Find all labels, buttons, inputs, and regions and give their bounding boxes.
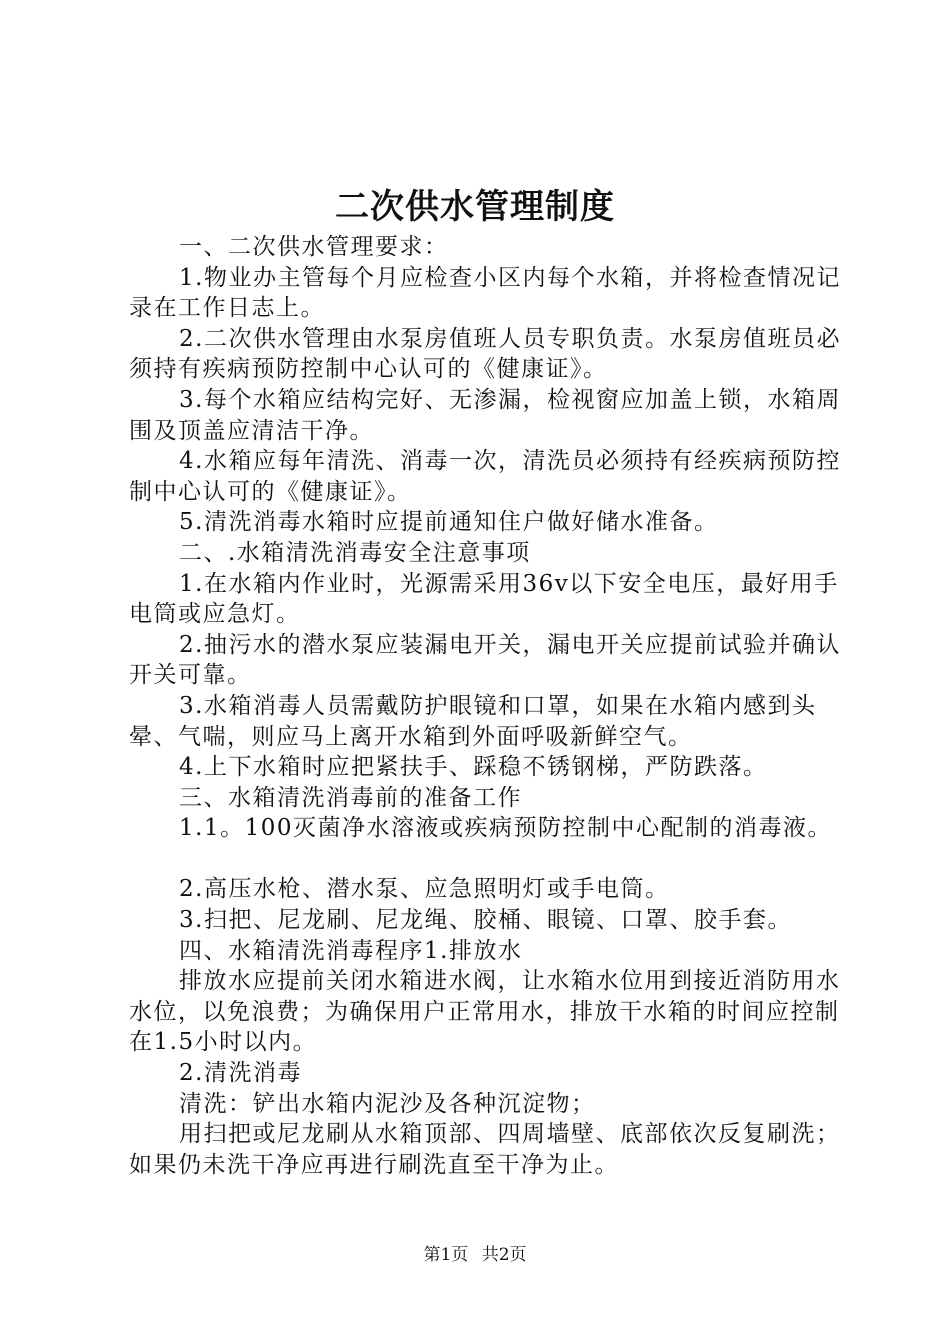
paragraph: 3.扫把、尼龙刷、尼龙绳、胶桶、眼镜、口罩、胶手套。 [179, 907, 792, 934]
page-number: 第1页 [423, 1245, 469, 1265]
page-footer [0, 1244, 950, 1266]
paragraph: 2.高压水枪、潜水泵、应急照明灯或手电筒。 [179, 876, 670, 903]
paragraph: 1.物业办主管每个月应检查小区内每个水箱，并将检查情况记录在工作日志上。 [129, 264, 841, 322]
document-title: 二次供水管理制度 [335, 187, 615, 227]
paragraph: 3.水箱消毒人员需戴防护眼镜和口罩，如果在水箱内感到头晕、气喘，则应马上离开水箱到外面呼吸新鲜空气。 [129, 692, 817, 750]
blank-line [129, 844, 841, 875]
paragraph: 1.1。100灭菌净水溶液或疾病预防控制中心配制的消毒液。 [179, 815, 832, 842]
page-total: 共2页 [481, 1245, 527, 1265]
document-body [129, 232, 841, 1180]
paragraph: 1.在水箱内作业时，光源需采用36v以下安全电压，最好用手电筒或应急灯。 [129, 570, 839, 628]
paragraph: 排放水应提前关闭水箱进水阀，让水箱水位用到接近消防用水水位，以免浪费；为确保用户正常用水，排放干水箱的时间应控制在1.5小时以内。 [129, 968, 841, 1056]
section-heading-1: 一、二次供水管理要求： [179, 234, 449, 260]
paragraph: 2.清洗消毒 [179, 1060, 302, 1087]
paragraph: 4.水箱应每年清洗、消毒一次，清洗员必须持有经疾病预防控制中心认可的《健康证》。 [129, 448, 841, 505]
paragraph: 5.清洗消毒水箱时应提前通知住户做好储水准备。 [179, 509, 719, 536]
section-heading-4: 四、水箱清洗消毒程序1.排放水 [179, 937, 523, 964]
paragraph: 清洗：铲出水箱内泥沙及各种沉淀物； [179, 1090, 596, 1117]
paragraph: 3.每个水箱应结构完好、无渗漏，检视窗应加盖上锁，水箱周围及顶盖应清洁干净。 [129, 386, 841, 444]
paragraph: 用扫把或尼龙刷从水箱顶部、四周墙壁、底部依次反复刷洗；如果仍未洗干净应再进行刷洗直至干净为止。 [129, 1121, 841, 1178]
paragraph: 2.二次供水管理由水泵房值班人员专职负责。水泵房值班员必须持有疾病预防控制中心认可的《健康证》。 [129, 325, 841, 383]
paragraph: 4.上下水箱时应把紧扶手、踩稳不锈钢梯，严防跌落。 [179, 754, 768, 781]
section-heading-2: 二、.水箱清洗消毒安全注意事项 [179, 539, 531, 566]
paragraph: 2.抽污水的潜水泵应装漏电开关，漏电开关应提前试验并确认开关可靠。 [129, 631, 841, 689]
section-heading-3: 三、水箱清洗消毒前的准备工作 [179, 784, 522, 811]
